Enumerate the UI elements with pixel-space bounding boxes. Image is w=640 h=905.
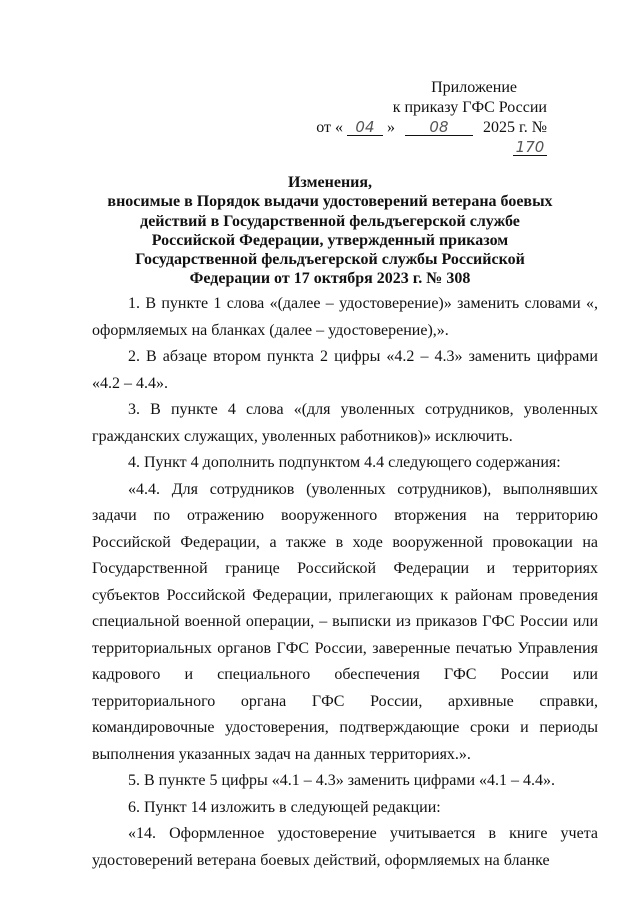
document-title bbox=[70, 173, 590, 289]
date-close-quote: » bbox=[386, 119, 395, 136]
paragraph-6: 6. Пункт 14 изложить в следующей редакции: bbox=[128, 798, 441, 816]
date-prefix: от « bbox=[316, 119, 343, 136]
title-line: Российской Федерации, утвержденный приказом bbox=[151, 231, 509, 249]
order-date-line bbox=[287, 118, 547, 158]
paragraph-4-4-text: «4.4. Для сотрудников (уволенных сотрудников), выполнявших задачи по отражению вооруженного вторжения на территорию Российской Федерации, а также в ходе вооруженной провокации на Государственной границе Российской Федерации и территориях субъектов Российской Федерации, прилегающих к районам проведения специальной военной операции, – выписки из приказов ГФС России или территориальных органов ГФС России, заверенные печатью Управления кадрового и специального обеспечения ГФС России или территориального органа ГФС России, архивные справки, командировочные удостоверения, подтверждающие сроки и периоды выполнения указанных задач на данных территориях.». bbox=[92, 480, 598, 763]
title-line: Изменения, bbox=[287, 174, 373, 191]
handwritten-order-number: 170 bbox=[513, 139, 547, 156]
paragraph-1: 1. В пункте 1 слова «(далее – удостоверение)» заменить словами «, оформляемых на бланках (далее – удостоверение),». bbox=[92, 295, 598, 339]
paragraph-2: 2. В абзаце втором пункта 2 цифры «4.2 – 4.3» заменить цифрами «4.2 – 4.4». bbox=[92, 348, 598, 392]
paragraph-3: 3. В пункте 4 слова «(для уволенных сотрудников, уволенных гражданских служащих, уволенных работников)» исключить. bbox=[92, 401, 598, 445]
title-line: Федерации от 17 октября 2023 г. № 308 bbox=[189, 270, 471, 288]
title-line: действий в Государственной фельдъегерской службе bbox=[140, 212, 520, 230]
appendix-label: Приложение bbox=[431, 79, 517, 96]
title-line: вносимые в Порядок выдачи удостоверений ветерана боевых bbox=[107, 193, 553, 211]
handwritten-day: 04 bbox=[347, 119, 383, 136]
handwritten-month: 08 bbox=[405, 119, 473, 136]
paragraph-14-text: «14. Оформленное удостоверение учитывается в книге учета удостоверений ветерана боевых действий, оформляемых на бланке bbox=[92, 825, 598, 869]
title-line: Государственной фельдъегерской службы Российской bbox=[135, 251, 525, 269]
paragraph-4: 4. Пункт 4 дополнить подпунктом 4.4 следующего содержания: bbox=[128, 454, 561, 471]
appendix-header bbox=[287, 78, 547, 158]
document-body bbox=[92, 291, 598, 874]
paragraph-5: 5. В пункте 5 цифры «4.1 – 4.3» заменить цифрами «4.1 – 4.4». bbox=[128, 772, 556, 789]
order-reference: к приказу ГФС России bbox=[392, 99, 547, 116]
date-year: 2025 г. № bbox=[482, 119, 547, 136]
